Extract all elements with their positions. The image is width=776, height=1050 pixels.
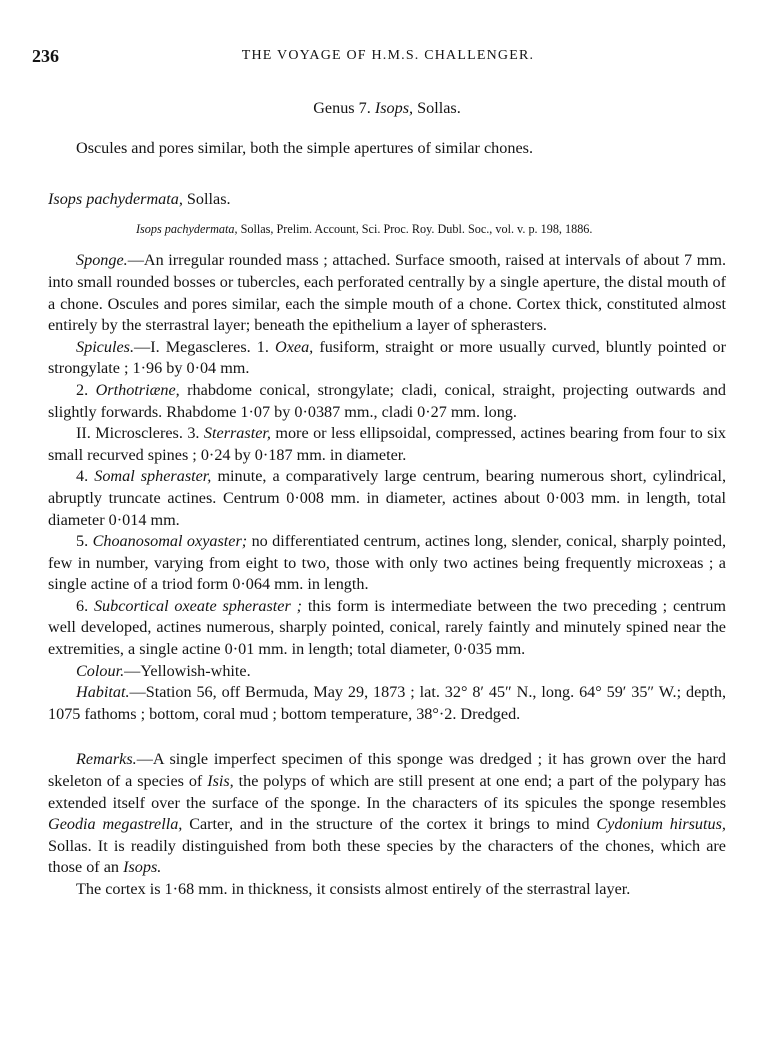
choanosomal-oxyaster-paragraph: 5. Choanosomal oxyaster; no differentiated centrum, actines long, slender, conical, sharply pointed, few in number, varying from eight to two, those with only two actines being frequently microxeas ; a single actine of a triod form 0·064 mm. in length. (48, 532, 727, 594)
page-number: 236 (32, 46, 59, 66)
colour-paragraph: Colour.—Yellowish-white. (76, 661, 251, 680)
orthotriaene-paragraph: 2. Orthotriæne, rhabdome conical, strongylate; cladi, conical, straight, projecting outwards and slightly forwards. Rhabdome 1·07 by 0·0387 mm., cladi 0·27 mm. long. (48, 380, 727, 421)
spicules-paragraph: Spicules.—I. Megascleres. 1. Oxea, fusiform, straight or more usually curved, bluntly pointed or strongylate ; 1·96 by 0·04 mm. (48, 337, 727, 378)
genus-description: Oscules and pores similar, both the simple apertures of similar chones. (76, 138, 533, 157)
remarks-paragraph: Remarks.—A single imperfect specimen of this sponge was dredged ; it has grown over the hard skeleton of a species of Isis, the polyps of which are still present at one end; a part of the polypary has extended itself over the surface of the sponge. In the characters of its spicules the sponge resembles Geodia megastrella, Carter, and in the structure of the cortex it brings to mind Cydonium hirsutus, Sollas. It is readily distinguished from both these species by the characters of the chones, which are those of an Isops. (48, 750, 727, 877)
cortex-note: The cortex is 1·68 mm. in thickness, it consists almost entirely of the sterrastral layer. (76, 880, 631, 898)
habitat-paragraph: Habitat.—Station 56, off Bermuda, May 29, 1873 ; lat. 32° 8′ 45″ N., long. 64° 59′ 35″ W.; depth, 1075 fathoms ; bottom, coral mud ; bottom temperature, 38°·2. Dredged. (48, 683, 726, 723)
text-body (48, 98, 726, 901)
sponge-paragraph: Sponge.—An irregular rounded mass ; attached. Surface smooth, raised at intervals of about 7 mm. into small rounded bosses or tubercles, each perforated centrally by a single aperture, the distal mouth of a chone. Oscules and pores similar, each the simple mouth of a chone. Cortex thick, constituted almost entirely by the sterrastral layer; beneath the epithelium a layer of spherasters. (48, 251, 726, 335)
sterraster-paragraph: II. Microscleres. 3. Sterraster, more or less ellipsoidal, compressed, actines bearing from four to six small recurved spines ; 0·24 by 0·187 mm. in diameter. (48, 424, 727, 464)
subcortical-spheraster-paragraph: 6. Subcortical oxeate spheraster ; this form is intermediate between the two preceding ; centrum well developed, actines numerous, sharply pointed, conical, rarely faintly and minutely spined near the extremities, a single actine 0·01 mm. in length; total diameter, 0·035 mm. (48, 596, 727, 659)
synonymy-reference: Isops pachydermata, Sollas, Prelim. Account, Sci. Proc. Roy. Dubl. Soc., vol. v. p. 198, 1886. (136, 221, 593, 236)
page-header (30, 46, 746, 70)
somal-spheraster-paragraph: 4. Somal spheraster, minute, a comparatively large centrum, bearing numerous short, cylindrical, abruptly truncate actines. Centrum 0·008 mm. in diameter, actines about 0·003 mm. in length, total diameter 0·014 mm. (48, 467, 727, 529)
running-title: THE VOYAGE OF H.M.S. CHALLENGER. (241, 48, 535, 63)
species-heading: Isops pachydermata, Sollas. (48, 190, 231, 209)
genus-heading: Genus 7. Isops, Sollas. (313, 99, 461, 117)
